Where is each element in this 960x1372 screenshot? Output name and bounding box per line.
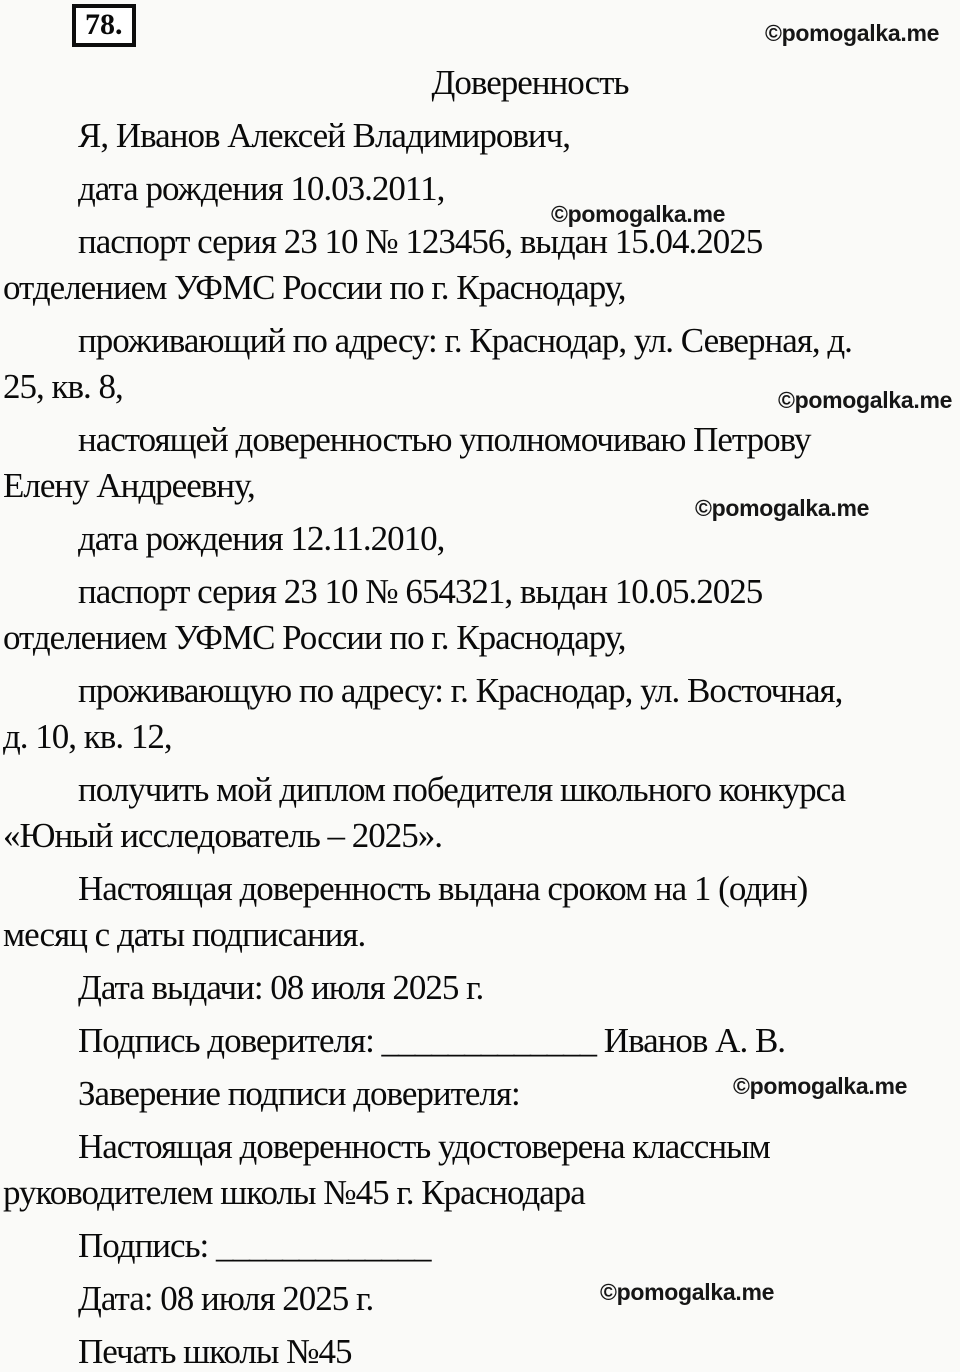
paragraph-attorney-name	[3, 417, 957, 509]
watermark-bottom: ©pomogalka.me	[600, 1279, 775, 1305]
text-line: Дата: 08 июля 2025 г.	[78, 1279, 374, 1318]
exercise-number-box	[72, 4, 136, 47]
text-line: Я, Иванов Алексей Владимирович,	[78, 116, 570, 155]
text-line: месяц с даты подписания.	[3, 915, 366, 954]
watermark-lower-right: ©pomogalka.me	[733, 1073, 908, 1099]
text-line: Настоящая доверенность выдана сроком на 1 (один)	[78, 869, 808, 908]
exercise-number: 78.	[85, 8, 123, 41]
paragraph-authorization-subject	[3, 767, 957, 859]
text-line: Подпись: _____________	[78, 1226, 431, 1265]
text-line: Подпись доверителя: _____________ Иванов А. В.	[78, 1021, 786, 1060]
paragraph-issue-date	[3, 965, 957, 1011]
paragraph-principal-signature	[3, 1018, 957, 1064]
paragraph-certifier-signature	[3, 1223, 957, 1269]
text-line: Заверение подписи доверителя:	[78, 1074, 520, 1113]
text-line: паспорт серия 23 10 № 123456, выдан 15.04.2025	[78, 222, 763, 261]
text-line: 25, кв. 8,	[3, 367, 123, 406]
text-line: Дата выдачи: 08 июля 2025 г.	[78, 968, 484, 1007]
text-line: проживающую по адресу: г. Краснодар, ул. Восточная,	[78, 671, 843, 710]
text-line: «Юный исследователь – 2025».	[3, 816, 443, 855]
paragraph-principal-name	[3, 113, 957, 159]
text-line: настоящей доверенностью уполномочиваю Петрову	[78, 420, 811, 459]
document-body	[3, 60, 957, 1372]
paragraph-validity-term	[3, 866, 957, 958]
text-line: Настоящая доверенность удостоверена классным	[78, 1127, 770, 1166]
paragraph-attorney-address	[3, 668, 957, 760]
paragraph-certification-date	[3, 1276, 957, 1322]
text-line: дата рождения 12.11.2010,	[78, 519, 445, 558]
text-line: отделением УФМС России по г. Краснодару,	[3, 268, 626, 307]
paragraph-certification-text	[3, 1124, 957, 1216]
text-line: Печать школы №45	[78, 1332, 352, 1371]
paragraph-attorney-passport	[3, 569, 957, 661]
paragraph-principal-birthdate	[3, 166, 957, 212]
text-line: д. 10, кв. 12,	[3, 717, 172, 756]
text-line: дата рождения 10.03.2011,	[78, 169, 445, 208]
text-line: получить мой диплом победителя школьного конкурса	[78, 770, 846, 809]
paragraph-certification-heading	[3, 1071, 957, 1117]
document-title: Доверенность	[431, 63, 629, 102]
text-line: паспорт серия 23 10 № 654321, выдан 10.05.2025	[78, 572, 763, 611]
text-line: руководителем школы №45 г. Краснодара	[3, 1173, 585, 1212]
paragraph-attorney-birthdate	[3, 516, 957, 562]
paragraph-principal-passport	[3, 219, 957, 311]
watermark-mid-right-1: ©pomogalka.me	[778, 387, 953, 413]
paragraph-principal-address	[3, 318, 957, 413]
text-line: отделением УФМС России по г. Краснодару,	[3, 618, 626, 657]
watermark-mid-right-2: ©pomogalka.me	[695, 495, 870, 521]
text-line: проживающий по адресу: г. Краснодар, ул. Северная, д.	[78, 321, 852, 360]
watermark-top-right: ©pomogalka.me	[765, 20, 940, 46]
paragraph-school-stamp	[3, 1329, 957, 1372]
text-line: Елену Андреевну,	[3, 466, 255, 505]
watermark-upper-middle: ©pomogalka.me	[551, 201, 726, 227]
